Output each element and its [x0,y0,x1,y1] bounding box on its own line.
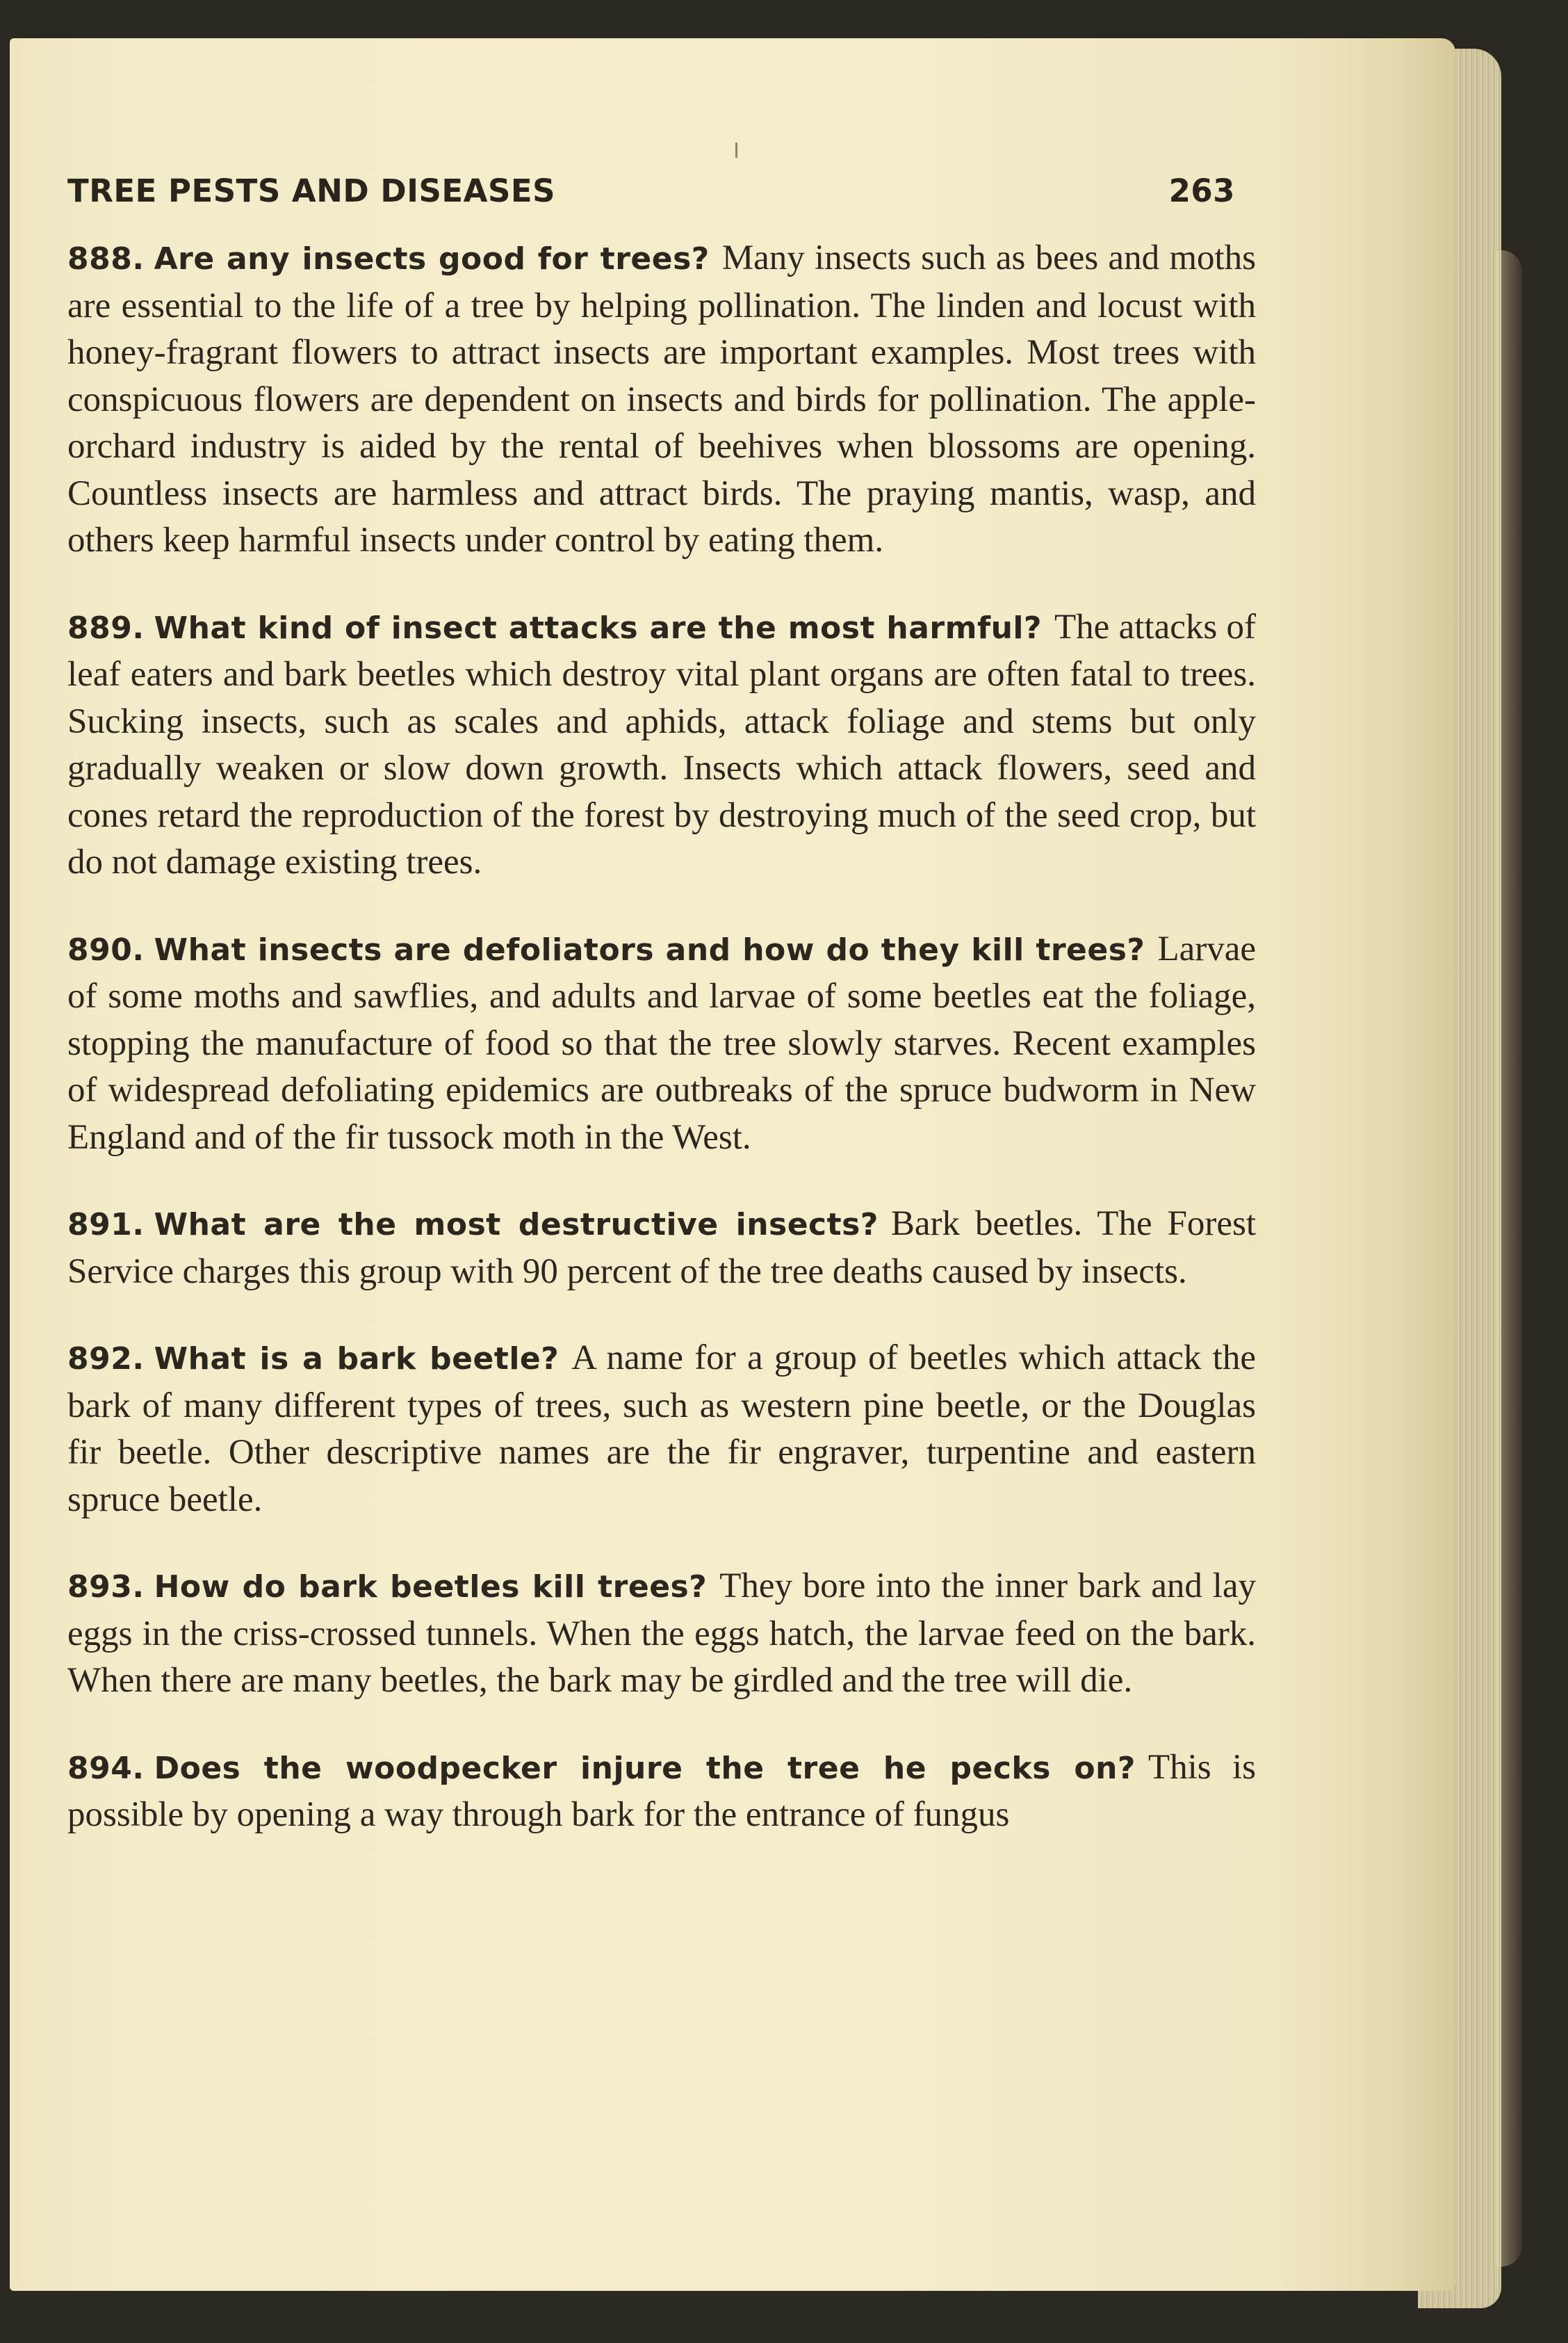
entry-number: 888. [67,241,145,277]
entry-question-text: What insects are defoliators and how do they kill trees? [154,932,1145,968]
paper-speck [735,143,737,158]
entry-number: 893. [67,1569,145,1605]
entry-number: 892. [67,1341,145,1377]
running-head [67,172,1235,214]
entry-number: 891. [67,1207,145,1242]
entry-question-text: What kind of insect attacks are the most harmful? [154,610,1043,646]
entry-893 [67,1563,1256,1705]
entry-question-text: Are any insects good for trees? [154,241,710,277]
entry-question [67,1751,1136,1786]
entry-answer: Many insects such as bees and moths are essential to the life of a tree by helping pollination. The linden and locust with honey-fragrant flowers to attract insects are important examples. Most trees with conspicuous flowers are dependent on insects and birds for pollination. The apple-orchard industry is aided by the rental of beehives when blossoms are opening. Countless insects are harmless and attract birds. The praying mantis, wasp, and others keep harmful insects under control by eating them. [67,238,1257,560]
entry-question-text: Does the woodpecker injure the tree he pecks on? [154,1750,1136,1786]
entry-889 [67,604,1256,886]
entry-number: 889. [67,610,145,646]
entry-question [67,932,1145,968]
entry-question [67,1207,879,1242]
entry-888 [67,235,1256,565]
entry-question [67,1569,707,1605]
entry-question-text: What is a bark beetle? [154,1341,560,1377]
entry-answer: This is possible by opening a way through bark for the entrance of fungus [67,1747,1256,1834]
entry-answer: Larvae of some moths and sawflies, and adults and larvae of some beetles eat the foliage, stopping the manufacture of food so that the tree slowly starves. Recent examples of widespread defoliating epidemics are outbreaks of the spruce budworm in New England and of the fir tussock moth in the West. [67,929,1256,1157]
entry-question [67,610,1042,646]
entry-891 [67,1201,1256,1295]
page-number: 263 [1168,172,1235,209]
entry-question-text: What are the most destructive insects? [154,1207,879,1242]
entry-answer: A name for a group of beetles which attack the bark of many different types of trees, such as western pine beetle, or the Douglas fir beetle. Other descriptive names are the fir engraver, turpentine and eastern spruce beetle. [67,1338,1256,1519]
entry-question [67,241,710,277]
entry-890 [67,926,1256,1162]
entries-list [67,235,1256,1839]
entry-question [67,1341,559,1377]
entry-number: 890. [67,932,145,968]
entry-answer: The attacks of leaf eaters and bark beetles which destroy vital plant organs are often fatal to trees. Sucking insects, such as scales and aphids, attack foliage and stems but only gradually weaken or slow down growth. Insects which attack flowers, seed and cones retard the reproduction of the forest by destroying much of the seed crop, but do not damage existing trees. [67,607,1256,882]
entry-answer: They bore into the inner bark and lay eggs in the criss-crossed tunnels. When the eggs hatch, the larvae feed on the bark. When there are many beetles, the bark may be girdled and the tree will die. [67,1566,1256,1700]
running-head-title: TREE PESTS AND DISEASES [67,172,556,209]
entry-892 [67,1335,1256,1523]
entry-question-text: How do bark beetles kill trees? [154,1569,708,1605]
entry-answer: Bark beetles. The Forest Service charges this group with 90 percent of the tree deaths caused by insects. [67,1204,1256,1291]
entry-number: 894. [67,1750,145,1786]
entry-894 [67,1744,1256,1839]
